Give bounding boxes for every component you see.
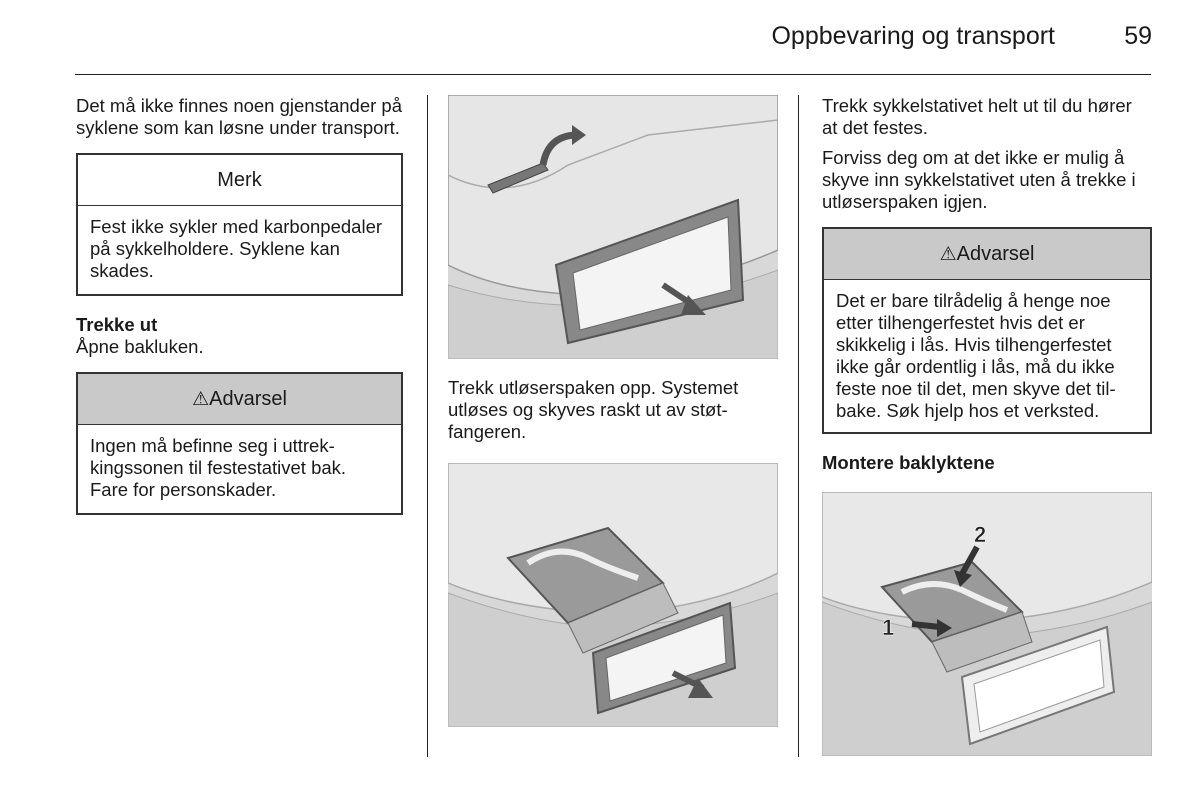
column-2 bbox=[448, 95, 778, 745]
figure-release-lever bbox=[448, 95, 778, 359]
warning-box-2-body: Det er bare tilrådelig å henge noe etter tilhengerfestet hvis det er skikkelig i lås. Hvis tilhengerfestet ikke går ordentlig i lås, må du ikke feste noe til det, men skyve det tilbake. Søk hjelp hos et verksted. bbox=[836, 290, 1116, 421]
warning-box-1 bbox=[76, 372, 403, 515]
section-heading-trekke-ut: Trekke ut bbox=[76, 314, 158, 335]
caption-release-lever: Trekk utløserspaken opp. Systemet utløses og skyves raskt ut av støtfangeren. bbox=[448, 377, 739, 442]
section-heading-mount-lights: Montere baklyktene bbox=[822, 452, 995, 473]
warning-box-1-body: Ingen må befinne seg i uttrekkingssonen til festestativet bak. Fare for personskader. bbox=[90, 435, 347, 500]
warning-box-2-header bbox=[824, 229, 1150, 280]
column-1 bbox=[76, 95, 403, 533]
warning-box-2-title: Advarsel bbox=[956, 243, 1035, 265]
note-box-title: Merk bbox=[78, 155, 401, 206]
warning-box-2 bbox=[822, 227, 1152, 434]
intro-text: Det må ikke finnes noen gjenstander på syklene som kan løsne under transport. bbox=[76, 95, 403, 138]
warning-triangle-icon: ⚠ bbox=[939, 244, 957, 265]
column-divider-2 bbox=[798, 95, 799, 757]
page-number: 59 bbox=[1124, 22, 1152, 50]
column-3 bbox=[822, 95, 1152, 774]
warning-triangle-icon: ⚠ bbox=[192, 389, 210, 410]
warning-box-1-header bbox=[78, 374, 401, 425]
figure-rack-extended bbox=[448, 463, 778, 727]
warning-box-1-title: Advarsel bbox=[209, 388, 287, 410]
figure-mount-lights bbox=[822, 492, 1152, 756]
note-box bbox=[76, 153, 403, 296]
note-box-body: Fest ikke sykler med karbonpedaler på sykkelholdere. Syklene kan skades. bbox=[90, 216, 383, 281]
para-pull-out: Trekk sykkelstativet helt ut til du hører at det festes. bbox=[822, 95, 1132, 138]
section-text-open-tailgate: Åpne bakluken. bbox=[76, 336, 204, 357]
callout-2: 2 bbox=[974, 522, 987, 547]
header-rule bbox=[75, 74, 1151, 75]
callout-1: 1 bbox=[882, 615, 895, 640]
header-title: Oppbevaring og transport bbox=[771, 22, 1055, 50]
column-divider-1 bbox=[427, 95, 428, 757]
para-check-lock: Forviss deg om at det ikke er mulig å skyve inn sykkelstativet uten å trekke i utløserspaken igjen. bbox=[822, 147, 1136, 212]
